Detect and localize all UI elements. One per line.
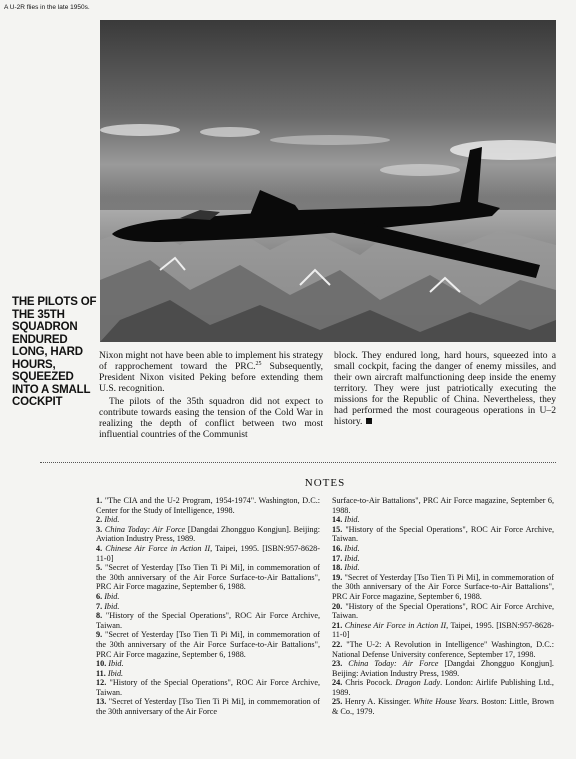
note-num: 25. (332, 697, 343, 707)
notes-heading: NOTES (304, 477, 346, 489)
note-item (96, 659, 320, 669)
note-em: China Today: Air Force (104, 524, 186, 534)
note-num: 9. (96, 630, 103, 640)
note-item (96, 496, 320, 515)
note-item (96, 697, 320, 716)
note-text: "History of the Special Operations", ROC Air Force Archive, Taiwan. (332, 524, 555, 544)
note-num: 3. (96, 524, 103, 534)
note-text: "History of the Special Operations", ROC Air Force Archive, Taiwan. (96, 611, 321, 630)
note-item (96, 515, 320, 525)
note-text: , Taipei, 1995. [ISBN:957-8628-11-0] (332, 620, 554, 640)
note-num: 16. (332, 543, 343, 553)
footnote-ref: 25 (255, 360, 262, 367)
note-num: 2. (96, 515, 103, 525)
note-em: Ibid. (344, 515, 360, 525)
note-num: 13. (96, 697, 107, 707)
note-item (332, 525, 554, 544)
note-item (96, 525, 320, 544)
note-em: Ibid. (344, 543, 360, 553)
note-item (332, 515, 554, 525)
note-item (96, 602, 320, 612)
notes-column-2 (332, 496, 554, 717)
note-item (332, 563, 554, 573)
note-text: , Taipei, 1995. [ISBN:957-8628-11-0] (96, 543, 320, 563)
note-item (96, 630, 320, 659)
end-mark-icon (366, 418, 372, 424)
note-item (332, 602, 554, 621)
note-item (96, 669, 320, 679)
note-em: Ibid. (344, 563, 360, 573)
note-num: 24. (332, 678, 343, 688)
note-num: 22. (332, 639, 343, 649)
note-text: Chris Pocock. (345, 678, 396, 688)
note-item (96, 544, 320, 563)
note-em: Ibid. (107, 668, 124, 678)
note-num: 17. (332, 553, 343, 563)
note-num: 23. (332, 659, 343, 669)
note-text: Henry A. Kissinger. (344, 697, 414, 707)
note-em: Chinese Air Force in Action II (344, 620, 447, 630)
note-text: "The CIA and the U-2 Program, 1954-1974". Washington, D.C.: Center for the Study of Intelligence, 1998. (96, 496, 321, 515)
note-num: 7. (96, 601, 103, 611)
u2-aircraft-photo (100, 20, 556, 342)
note-item (332, 659, 554, 678)
notes-column-1 (96, 496, 320, 717)
note-em: Ibid. (344, 553, 360, 563)
note-item (96, 592, 320, 602)
divider (40, 462, 556, 463)
note-item (332, 496, 554, 515)
note-num: 15. (332, 524, 343, 534)
note-num: 8. (96, 611, 103, 621)
note-text: "The U-2: A Revolution in Intelligence" Washington, D.C.: National Defense University conference, September 17, 1998. (332, 639, 554, 659)
body-paragraph: Nixon might not have been able to implement his strategy of rapprochement toward the PRC.$^{25}$ Subsequently, President Nixon visited Peking before extending them U.S. recognition. (99, 350, 324, 394)
note-em: Chinese Air Force in Action II (105, 543, 211, 553)
note-text_after: . London: Airlife Publishing Ltd., 1989. (332, 678, 554, 697)
note-num: 5. (96, 563, 103, 573)
body-paragraph: The pilots of the 35th squadron did not expect to contribute towards easing the tension of the Cold War in realizing the depth of conflict between two most influential countries of the Communist (99, 396, 323, 440)
note-num: 18. (332, 563, 343, 573)
note-em: Dragon Lady (395, 678, 441, 688)
note-num: 6. (96, 591, 103, 601)
note-item (332, 621, 554, 640)
note-item (96, 563, 320, 592)
note-text: "Secret of Yesterday [Tso Tien Ti Pi Mi], in commemoration of the 30th anniversary of the Air Force Surface-to-Air Battalions", PRC Air Force magazine, September 6, 1988. (96, 630, 321, 659)
note-item (96, 611, 320, 630)
note-num: 11. (96, 668, 106, 678)
photo-caption: A U-2R flies in the late 1950s. (4, 4, 90, 11)
note-text_after: . Boston: Little, Brown & Co., 1979. (332, 697, 555, 717)
note-item (332, 697, 554, 716)
note-item (96, 678, 320, 697)
note-em: Ibid. (104, 515, 120, 525)
note-text: "Secret of Yesterday [Tso Tien Ti Pi Mi], in commemoration of the 30th anniversary of the Air Force (96, 697, 321, 717)
note-num: 20. (332, 601, 343, 611)
note-num: 10. (96, 659, 107, 669)
note-text: "Secret of Yesterday [Tso Tien Ti Pi Mi], in commemoration of the 30th anniversary of the Air Force Surface-to-Air Battalions", PRC Air Force magazine, September 6, 1988. (332, 572, 555, 601)
note-text: "Secret of Yesterday [Tso Tien Ti Pi Mi], in commemoration of the 30th anniversary of the Air Force Surface-to-Air Battalions", PRC Air Force magazine, September 6, 1988. (96, 563, 321, 592)
note-em: White House Years (413, 697, 477, 707)
note-em: Ibid. (104, 601, 120, 611)
pull-quote: THE PILOTS OF THE 35TH SQUADRON ENDURED LONG, HARD HOURS, SQUEEZED INTO A SMALL COCKPIT (12, 296, 97, 408)
note-num: 14. (332, 515, 343, 525)
note-num: 12. (96, 678, 107, 688)
note-item (332, 554, 554, 564)
body-paragraph: block. They endured long, hard hours, squeezed into a small cockpit, facing the danger of enemy missiles, and their own aircraft malfunctioning deep inside the enemy territory. They were just patriotically executing the missions for the Republic of China. Nevertheless, they had performed the most courageous operations in U–2 history. (334, 350, 556, 427)
note-num: 19. (332, 572, 343, 582)
note-em: Ibid. (104, 591, 120, 601)
body-column-2 (334, 350, 556, 427)
note-em: China Today: Air Force (348, 659, 439, 669)
note-item (332, 544, 554, 554)
note-num: 4. (96, 543, 103, 553)
note-text: "History of the Special Operations", ROC Air Force Archive, Taiwan. (332, 601, 555, 621)
note-em: Ibid. (108, 659, 124, 669)
note-text: [Dangdai Zhongguo Kongjun]. Beijing: Aviation Industry Press, 1989. (96, 524, 321, 544)
body-column-1 (99, 350, 323, 440)
note-item (332, 640, 554, 659)
note-item (332, 573, 554, 602)
note-num: 1. (96, 496, 103, 505)
note-item (332, 678, 554, 697)
note-text: "History of the Special Operations", ROC Air Force Archive, Taiwan. (96, 678, 321, 697)
note-text: [Dangdai Zhongguo Kongjun]. Beijing: Aviation Industry Press, 1989. (332, 659, 554, 678)
note-text: Surface-to-Air Battalions", PRC Air Force magazine, September 6, 1988. (332, 496, 554, 515)
note-num: 21. (332, 620, 343, 630)
